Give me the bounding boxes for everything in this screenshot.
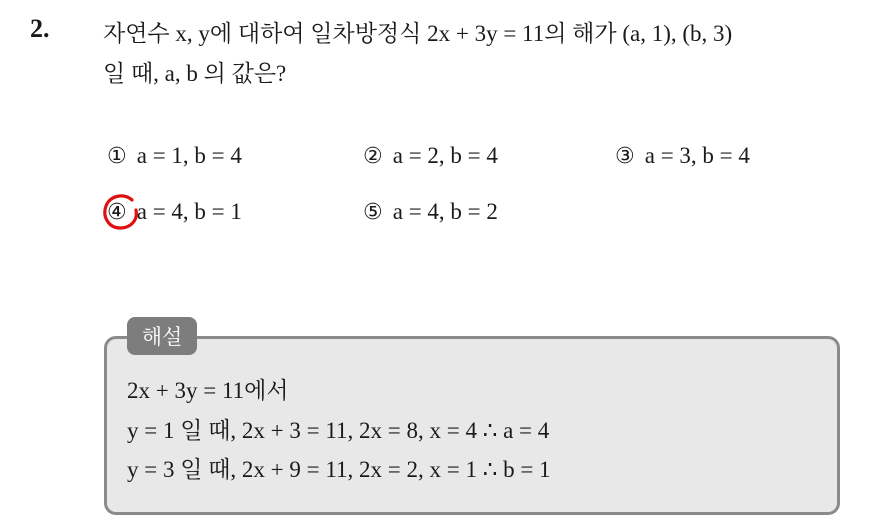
option-3-marker: ③ <box>615 144 635 169</box>
solution-line-1: 2x + 3y = 11에서 <box>127 378 289 403</box>
answer-circle-icon <box>101 192 141 232</box>
option-4-text: a = 4, b = 1 <box>136 199 242 224</box>
solution-line-2: y = 1 일 때, 2x + 3 = 11, 2x = 8, x = 4 ∴ a = 4 <box>127 418 550 443</box>
solution-tab-label: 해설 <box>127 317 197 355</box>
solution-line-3: y = 3 일 때, 2x + 9 = 11, 2x = 2, x = 1 ∴ b = 1 <box>127 457 551 482</box>
option-1[interactable] <box>107 143 242 169</box>
option-2-marker: ② <box>363 144 383 169</box>
option-5-marker: ⑤ <box>363 200 383 225</box>
option-1-marker: ① <box>107 144 127 169</box>
option-5-text: a = 4, b = 2 <box>392 199 498 224</box>
question-text-line-1: 자연수 x, y에 대하여 일차방정식 2x + 3y = 11의 해가 (a, 1), (b, 3) <box>103 21 733 46</box>
option-3[interactable] <box>615 143 750 169</box>
question-text-line-2: 일 때, a, b 의 값은? <box>103 61 287 86</box>
option-4-marker: ④ <box>107 200 127 225</box>
option-2-text: a = 2, b = 4 <box>392 143 498 168</box>
option-1-text: a = 1, b = 4 <box>136 143 242 168</box>
option-3-text: a = 3, b = 4 <box>644 143 750 168</box>
option-2[interactable] <box>363 143 498 169</box>
option-5[interactable] <box>363 199 498 225</box>
question-number: 2. <box>30 14 50 43</box>
